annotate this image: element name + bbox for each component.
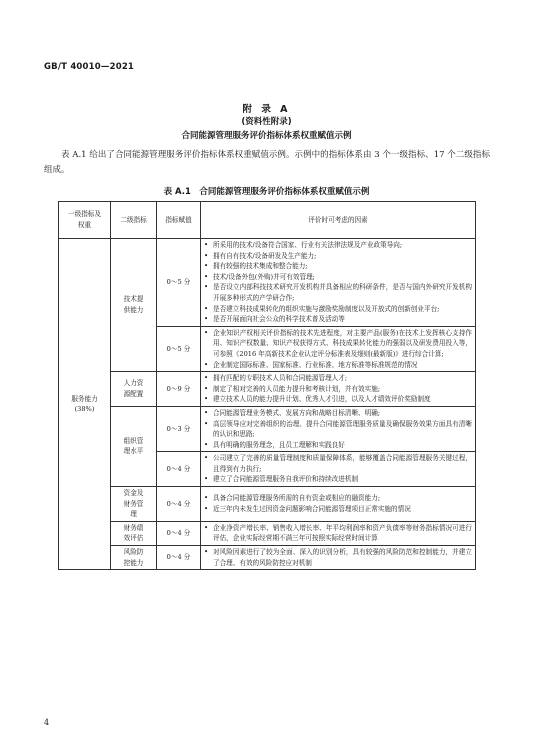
factor-text: 拥有匹配的专职技术人员和合同能源管理人才; — [213, 374, 348, 383]
factor-item — [204, 384, 472, 395]
indicator-score: 0～4 分 — [157, 546, 201, 570]
factor-item — [204, 282, 472, 303]
evaluation-factors — [201, 406, 476, 451]
factor-item — [204, 453, 472, 474]
factor-text: 近三年内未发生过因资金问题影响合同能源管理项目正常实施的情况 — [213, 504, 411, 513]
evaluation-factors — [201, 239, 476, 327]
bullet-icon: • — [204, 504, 209, 513]
bullet-icon: • — [204, 494, 209, 503]
bullet-icon: • — [204, 272, 209, 281]
evaluation-factors — [201, 546, 476, 570]
evaluation-factors — [201, 372, 476, 407]
factor-text: 建立技术人员的能力提升计划、优秀人才引进，以及人才绩效评价奖励制度 — [213, 395, 431, 404]
factor-item — [204, 240, 472, 251]
table-row — [59, 239, 476, 327]
factor-item — [204, 419, 472, 440]
factor-item — [204, 272, 472, 283]
table-row — [59, 406, 476, 451]
appendix-note: (资料性附录) — [241, 117, 292, 127]
bullet-icon: • — [204, 419, 209, 428]
indicator-score: 0～4 分 — [157, 487, 201, 522]
factor-text: 对风险因素进行了较为全面、深入的识别分析，具有较强的风险防范和控制能力，并建立了合理、有效的风险防控应对机制 — [213, 548, 472, 567]
table-row — [59, 487, 476, 522]
bullet-icon: • — [204, 304, 209, 313]
bullet-icon: • — [204, 440, 209, 449]
factor-item — [204, 360, 472, 371]
indicator-score: 0～5 分 — [157, 239, 201, 327]
bullet-icon: • — [204, 360, 209, 369]
factor-text: 拥有较强的技术集成和整合能力; — [213, 262, 308, 271]
bullet-icon: • — [204, 475, 209, 484]
evaluation-factors — [201, 487, 476, 522]
level2-indicator: 财务绩效评估 — [111, 521, 157, 545]
factor-item — [204, 440, 472, 451]
bullet-icon: • — [204, 454, 209, 463]
level1-indicator-cell — [59, 239, 111, 570]
indicator-score: 0～4 分 — [157, 452, 201, 487]
table-row — [59, 546, 476, 570]
factor-item — [204, 304, 472, 315]
factor-item — [204, 547, 472, 568]
indicator-score: 0～3 分 — [157, 406, 201, 451]
factor-text: 企业知识产权相关评价指标的技术先进程度，对主要产品(服务)在技术上发挥核心支持作用、知识产权数量、知识产权获得方式、科技成果转化能力的强弱以及研发费用投入等，可参照《2016 年高新技术企业认定评分标准表及细则(最新版)》进行综合计算; — [213, 328, 472, 358]
level2-indicator: 资金及财务管理 — [111, 487, 157, 522]
factor-text: 合同能源管理业务模式、发展方向和战略目标清晰、明确; — [213, 408, 381, 417]
factor-item — [204, 373, 472, 384]
standard-number: GB/T 40010—2021 — [44, 62, 135, 72]
factor-text: 技术/设备外包(外购)并可有效管理; — [213, 272, 315, 281]
evaluation-factors — [201, 326, 476, 371]
level2-indicator: 技术提供能力 — [111, 239, 157, 372]
factor-text: 拥有自有技术/设备研发及生产能力; — [213, 251, 317, 260]
bullet-icon: • — [204, 241, 209, 249]
page-number: 4 — [44, 718, 50, 727]
header-level2: 二级指标 — [111, 202, 157, 239]
factor-text: 具有明确的服务理念，且员工理解和实践良好 — [213, 440, 345, 449]
header-score: 指标赋值 — [157, 202, 201, 239]
factor-item — [204, 474, 472, 485]
bullet-icon: • — [204, 251, 209, 260]
factor-text: 企业净资产增长率、销售收入增长率、年平均利润率和资产负债率等财务指标情况可进行评估，企业实际经营期不满三年可按照实际经营时间计算 — [213, 523, 472, 543]
factor-text: 是否开展面向社会公众的科学技术普及活动等 — [213, 315, 345, 324]
bullet-icon: • — [204, 374, 209, 383]
bullet-icon: • — [204, 408, 209, 417]
bullet-icon: • — [204, 283, 209, 292]
table-header-row — [59, 202, 476, 239]
indicator-score: 0～9 分 — [157, 372, 201, 407]
header-level1: 一级指标及权重 — [59, 202, 111, 239]
level1-indicator-weight: (38%) — [74, 405, 95, 414]
appendix-subtitle: 合同能源管理服务评价指标体系权重赋值示例 — [181, 131, 352, 141]
factor-item — [204, 251, 472, 262]
evaluation-factors — [201, 521, 476, 545]
factor-item — [204, 394, 472, 405]
bullet-icon: • — [204, 548, 209, 557]
indicator-score: 0～4 分 — [157, 521, 201, 545]
factor-text: 公司建立了完善的质量管理制度和质量保障体系，能够覆盖合同能源管理服务关键过程，且得到有力执行; — [213, 454, 472, 473]
bullet-icon: • — [204, 315, 209, 324]
factor-item — [204, 328, 472, 360]
level2-indicator: 人力资源配置 — [111, 372, 157, 407]
indicator-score: 0～5 分 — [157, 326, 201, 371]
bullet-icon: • — [204, 262, 209, 271]
table-row — [59, 521, 476, 545]
table-caption: 表 A.1 合同能源管理服务评价指标体系权重赋值示例 — [163, 187, 370, 197]
level2-indicator: 风险防控能力 — [111, 546, 157, 570]
factor-item — [204, 493, 472, 504]
factor-text: 建立了合同能源管理服务自我评价和持续改进机制 — [213, 475, 359, 484]
header-factors: 评价时可考虑的因素 — [201, 202, 476, 239]
factor-text: 高层领导应对完善组织的治理、提升合同能源管理服务质量及确保服务效果方面具有清晰的认识和思路; — [213, 419, 472, 439]
level1-indicator-name: 服务能力 — [71, 394, 98, 403]
factor-text: 企业制定国际标准、国家标准、行业标准、地方标准等标准规范的情况 — [213, 360, 418, 369]
intro-paragraph: 表 A.1 给出了合同能源管理服务评价指标体系权重赋值示例。示例中的指标体系由 3 个一级指标、17 个二级指标组成。 — [44, 150, 490, 175]
factor-item — [204, 408, 472, 419]
evaluation-table — [58, 201, 476, 570]
factor-item — [204, 504, 472, 515]
bullet-icon: • — [204, 328, 209, 337]
level2-indicator: 组织管理水平 — [111, 406, 157, 486]
factor-item — [204, 261, 472, 272]
appendix-title: 附 录 A — [242, 104, 291, 115]
table-row — [59, 372, 476, 407]
factor-item — [204, 523, 472, 544]
bullet-icon: • — [204, 384, 209, 393]
factor-text: 是否设立内部科技技术研究开发机构并具备相应的科研条件，是否与国内外研究开发机构开展多种形式的产学研合作; — [213, 283, 472, 302]
factor-text: 是否建立科技成果转化的组织实施与激励奖励制度以及开放式的创新创业平台; — [213, 304, 440, 313]
factor-text: 所采用的技术/设备符合国家、行业有关法律法规及产业政策导向; — [213, 241, 403, 249]
bullet-icon: • — [204, 395, 209, 404]
evaluation-factors — [201, 452, 476, 487]
factor-item — [204, 314, 472, 325]
bullet-icon: • — [204, 523, 209, 532]
factor-text: 具备合同能源管理服务所需的自有资金或相应的融资能力; — [213, 494, 381, 503]
factor-text: 制定了相对完善的人员能力提升和考核计划，并有效实施; — [213, 384, 381, 393]
